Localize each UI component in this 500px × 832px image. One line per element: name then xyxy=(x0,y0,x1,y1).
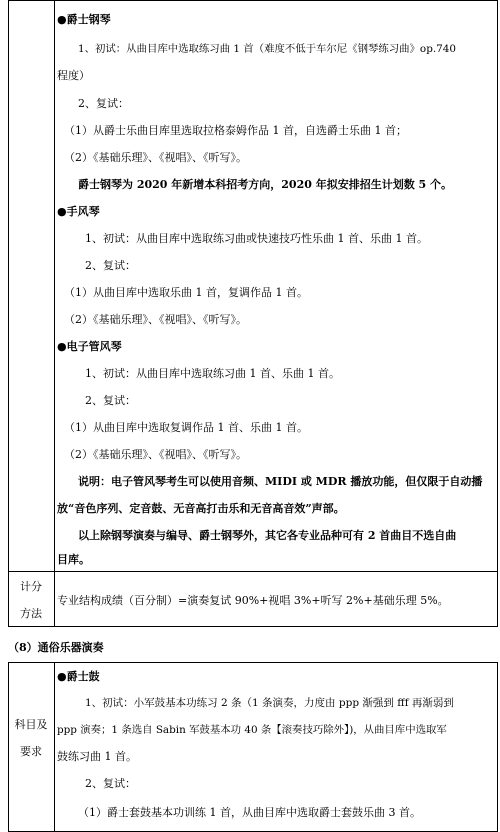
scoring-label-line1: 计分 xyxy=(20,580,42,593)
scoring-label-line2: 方法 xyxy=(20,607,42,620)
electone-retest-2: （2）《基础乐理》、《视唱》、《听写》。 xyxy=(64,448,247,461)
jazz-drums-prelim-line2: ppp 演奏；1 条选自 Sabin 军鼓基本功 40 条【滚奏技巧除外】)，从曲目库中选取军 xyxy=(57,724,447,736)
jazz-drums-retest: 2、复试： xyxy=(85,777,136,790)
electone-note-line2: 放“音色序列、定音鼓、无音高打击乐和无音高音效”声部。 xyxy=(57,502,345,515)
electone-retest: 2、复试： xyxy=(85,394,136,407)
electone-prelim: 1、初试：从曲目库中选取练习曲 1 首、乐曲 1 首。 xyxy=(85,367,340,380)
scoring-formula: 专业结构成绩（百分制）=演奏复试 90%+视唱 3%+听写 2%+基础乐理 5%。 xyxy=(57,594,449,607)
jazz-drums-prelim-line1: 1、初试：小军鼓基本功练习 2 条（1 条演奏，力度由 ppp 渐强到 fff 再渐弱到 xyxy=(85,697,454,709)
accordion-heading: ●手风琴 xyxy=(57,205,100,218)
accordion-retest-1: （1）从曲目库中选取乐曲 1 首，复调作品 1 首。 xyxy=(64,286,308,299)
accordion-prelim: 1、初试：从曲目库中选取练习曲或快速技巧性乐曲 1 首、乐曲 1 首。 xyxy=(85,232,428,245)
table-row-divider xyxy=(8,571,498,572)
table-column-divider xyxy=(54,662,55,832)
section-title: （8）通俗乐器演奏 xyxy=(8,641,104,654)
final-note-line1: 以上除钢琴演奏与编导、爵士钢琴外，其它各专业品种可有 2 首曲目不选自曲 xyxy=(78,529,457,542)
final-note-line2: 目库。 xyxy=(57,553,90,566)
jazz-piano-note: 爵士钢琴为 2020 年新增本科招考方向，2020 年拟安排招生计划数 5 个。 xyxy=(78,178,453,191)
jazz-piano-prelim: 1、初试：从曲目库中选取练习曲 1 首（难度不低于车尔尼《钢琴练习曲》op.740 xyxy=(78,43,456,55)
jazz-piano-heading: ●爵士钢琴 xyxy=(57,13,111,26)
electone-retest-1: （1）从曲目库中选取复调作品 1 首、乐曲 1 首。 xyxy=(64,421,308,434)
subject-label-line2: 要求 xyxy=(20,745,42,758)
jazz-drums-heading: ●爵士鼓 xyxy=(57,670,100,683)
subject-label-line1: 科目及 xyxy=(14,718,48,731)
table-column-divider xyxy=(54,0,55,627)
jazz-piano-retest: 2、复试： xyxy=(78,97,129,110)
jazz-piano-retest-1: （1）从爵士乐曲目库里选取拉格泰姆作品 1 首，自选爵士乐曲 1 首； xyxy=(64,124,407,137)
jazz-piano-prelim-cont: 程度） xyxy=(57,69,90,82)
accordion-retest-2: （2）《基础乐理》、《视唱》、《听写》。 xyxy=(64,313,247,326)
accordion-retest: 2、复试： xyxy=(85,259,136,272)
electone-note-line1: 说明：电子管风琴考生可以使用音频、MIDI 或 MDR 播放功能，但仅限于自动播 xyxy=(78,475,483,488)
electone-heading: ●电子管风琴 xyxy=(57,340,122,353)
jazz-piano-retest-2: （2）《基础乐理》、《视唱》、《听写》。 xyxy=(64,151,247,164)
jazz-drums-retest-1: （1）爵士套鼓基本功训练 1 首，从曲目库中选取爵士套鼓乐曲 3 首。 xyxy=(78,806,421,819)
jazz-drums-prelim-line3: 鼓练习曲 1 首。 xyxy=(57,750,137,763)
